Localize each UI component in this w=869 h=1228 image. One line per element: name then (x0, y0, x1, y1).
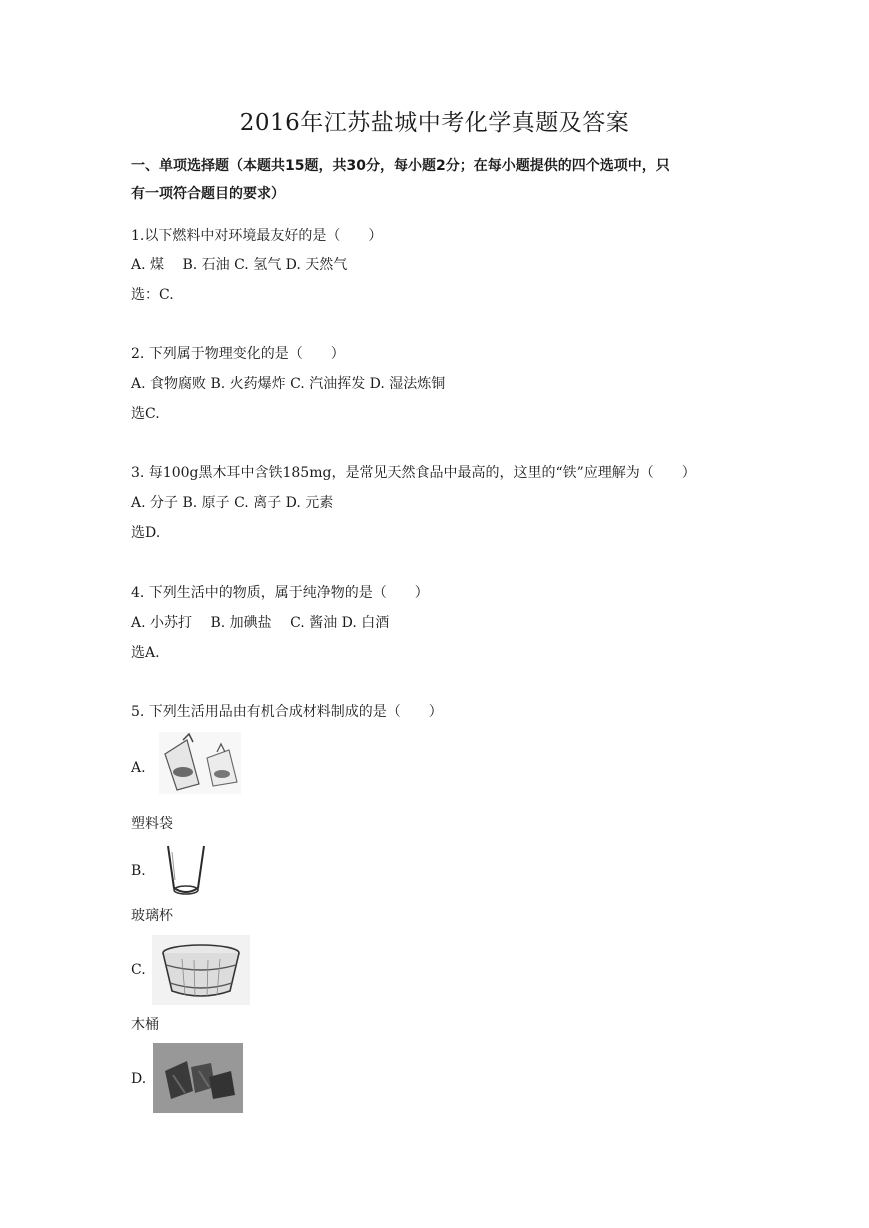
option-a-letter: A. (131, 760, 146, 776)
option-c-caption: 木桶 (131, 1017, 159, 1033)
question-4-options: A. 小苏打 B. 加碘盐 C. 酱油 D. 白酒 (131, 615, 390, 631)
question-4-stem: 4. 下列生活中的物质，属于纯净物的是（ ） (131, 585, 429, 601)
section-heading-line-1: 一、单项选择题（本题共15题，共30分，每小题2分；在每小题提供的四个选项中，只 (131, 158, 670, 174)
page-title: 2016年江苏盐城中考化学真题及答案 (239, 110, 630, 136)
option-a-caption: 塑料袋 (131, 816, 173, 832)
question-3-answer: 选D. (131, 525, 161, 541)
wooden-bucket-image (152, 935, 250, 1005)
option-c-letter: C. (131, 962, 146, 978)
section-heading (131, 152, 746, 208)
section-heading-line-2: 有一项符合题目的要求） (131, 186, 285, 202)
question-3-stem: 3. 每100g黑木耳中含铁185mg，是常见天然食品中最高的，这里的“铁”应理解为（ ） (131, 465, 696, 481)
question-2-stem: 2. 下列属于物理变化的是（ ） (131, 346, 345, 362)
plastic-bag-image (159, 732, 241, 794)
question-5-stem: 5. 下列生活用品由有机合成材料制成的是（ ） (131, 704, 443, 720)
option-b-caption: 玻璃杯 (131, 908, 173, 924)
glass-cup-image (162, 842, 210, 900)
question-2-options: A. 食物腐败 B. 火药爆炸 C. 汽油挥发 D. 湿法炼铜 (131, 376, 446, 392)
question-1-options: A. 煤 B. 石油 C. 氢气 D. 天然气 (131, 257, 348, 273)
dark-object-image (153, 1043, 243, 1113)
question-1-answer: 选：C. (131, 287, 174, 303)
question-1-stem: 1.以下燃料中对环境最友好的是（ ） (131, 228, 383, 244)
question-4-answer: 选A. (131, 645, 160, 661)
option-d-letter: D. (131, 1071, 147, 1087)
question-2-answer: 选C. (131, 406, 160, 422)
option-b-letter: B. (131, 863, 146, 879)
question-3-options: A. 分子 B. 原子 C. 离子 D. 元素 (131, 495, 334, 511)
